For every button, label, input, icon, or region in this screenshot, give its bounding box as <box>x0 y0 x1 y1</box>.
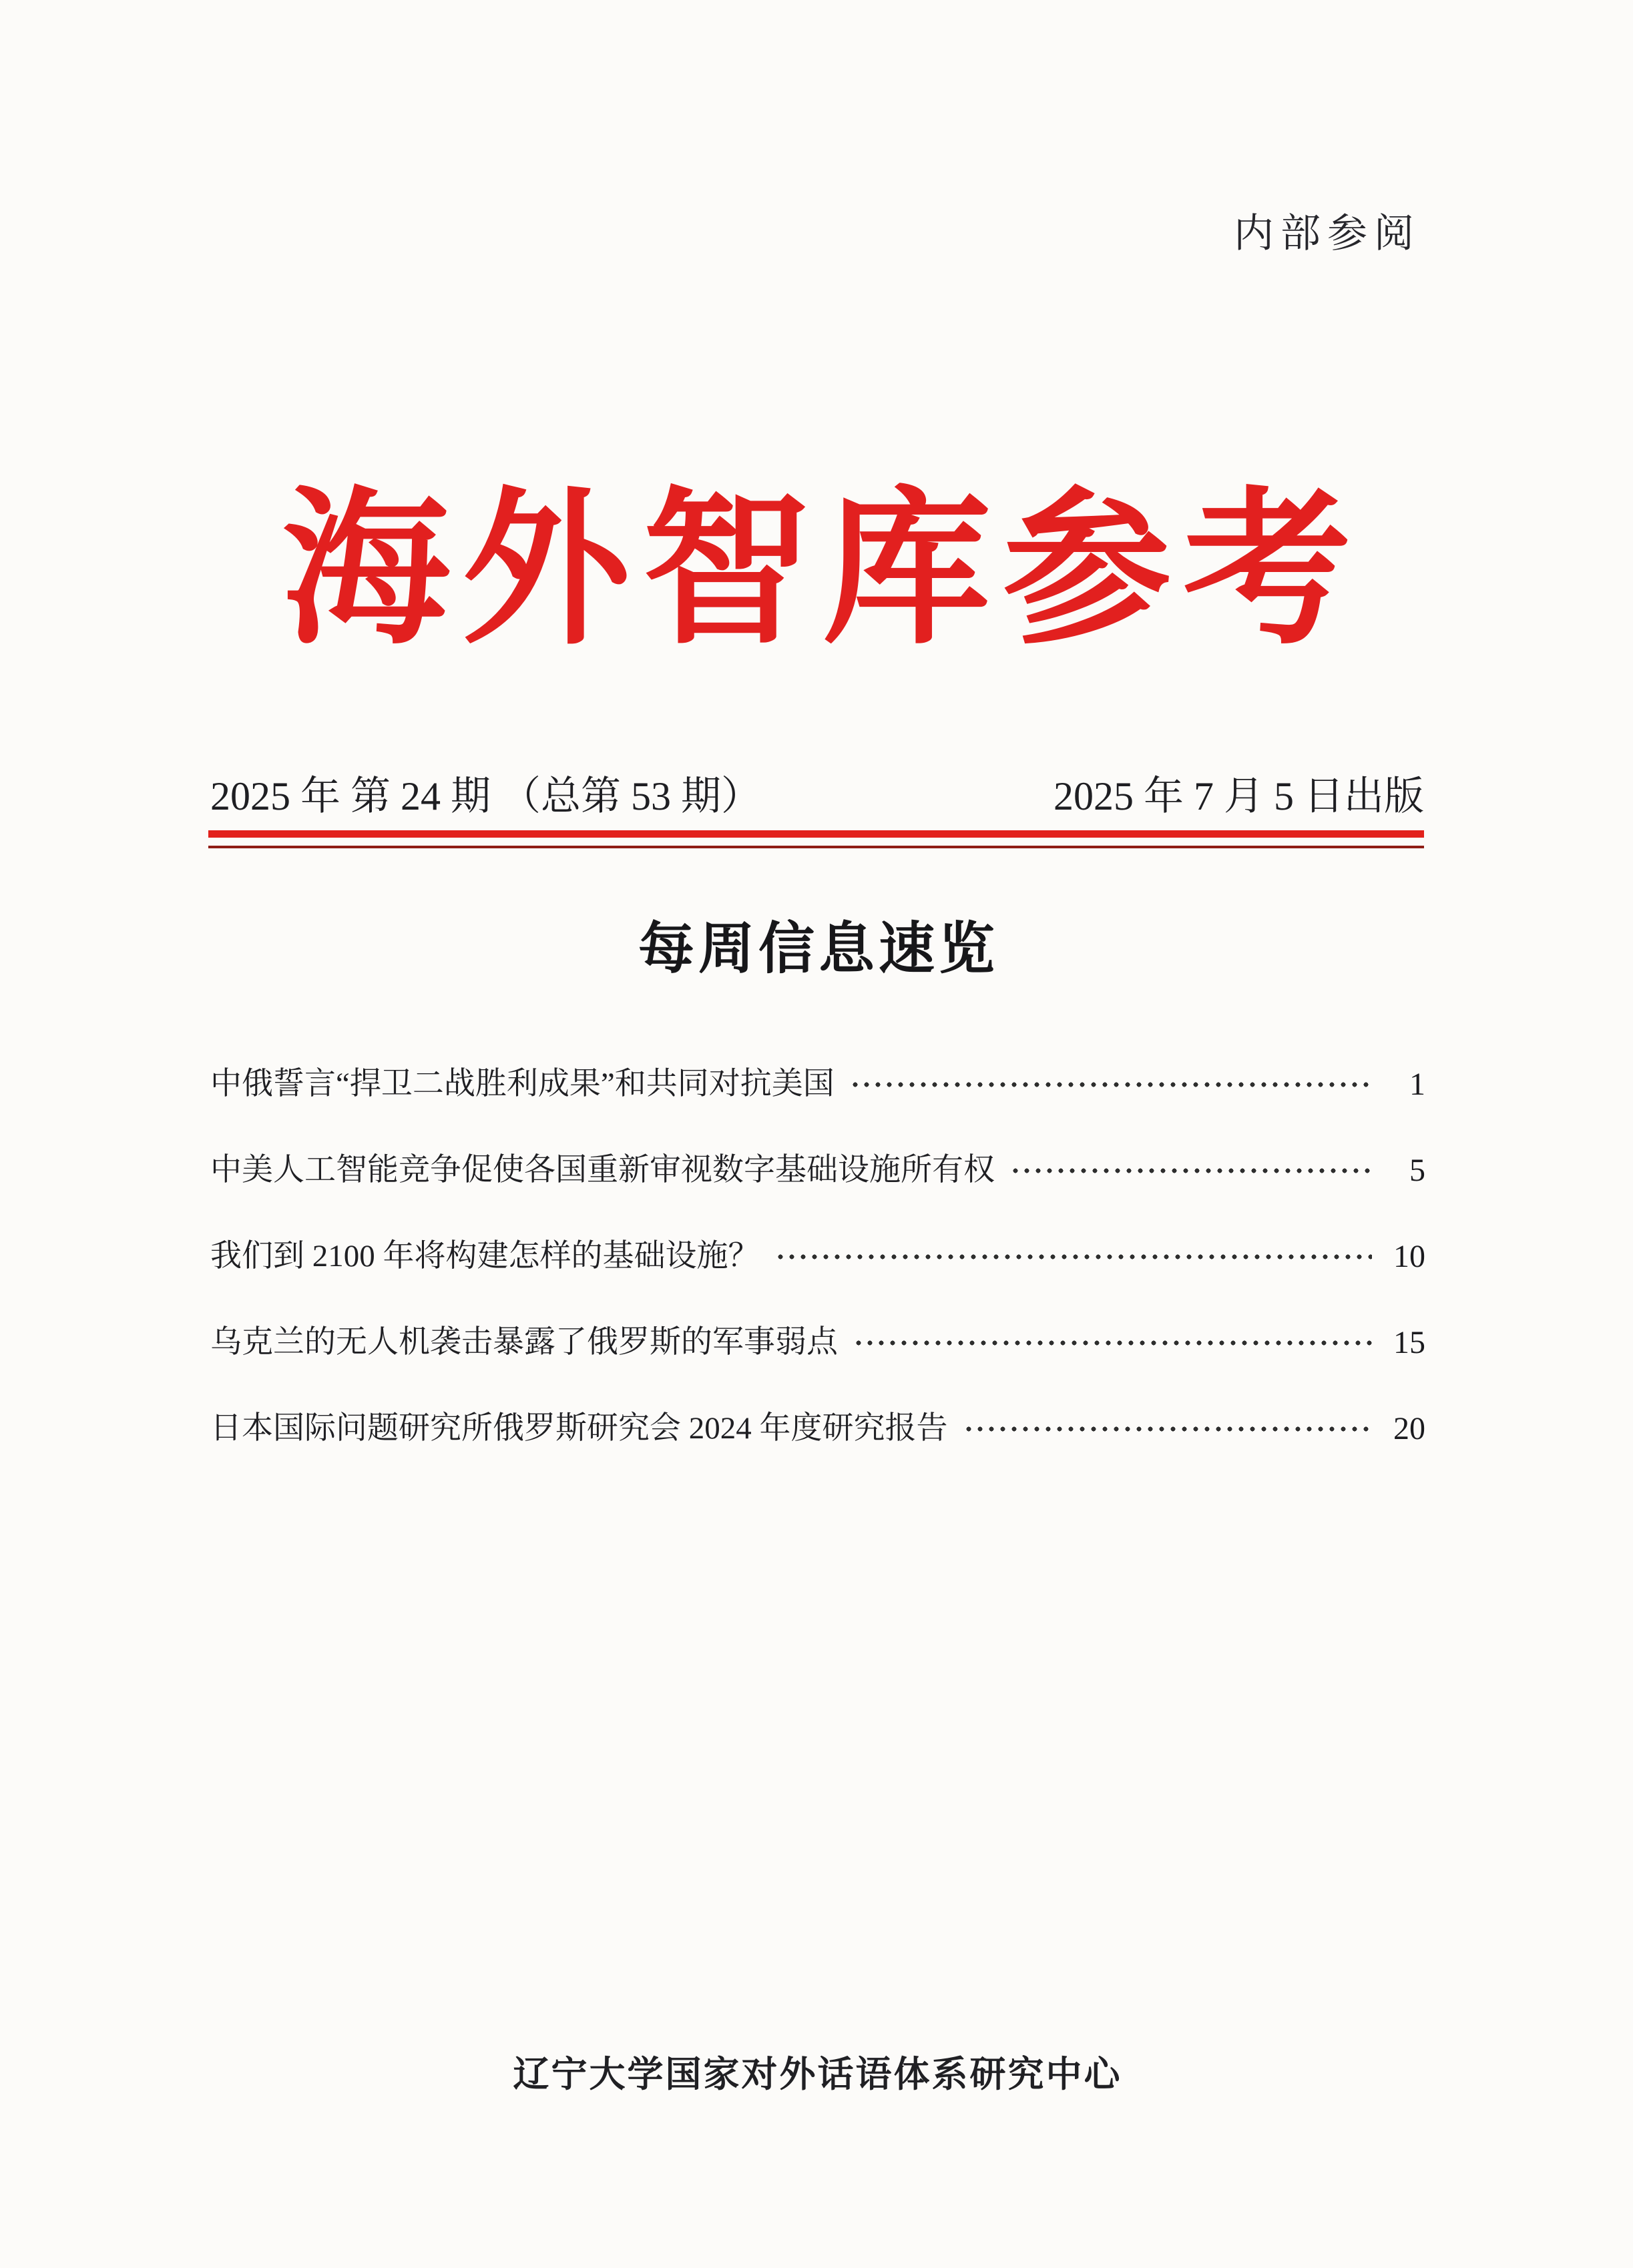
toc-leader-dots <box>852 1081 1372 1089</box>
double-rule-thin <box>208 846 1424 848</box>
footer-organization-name: 辽宁大学国家对外话语体系研究中心 <box>513 2054 1122 2094</box>
toc-page-number: 5 <box>1409 1152 1425 1188</box>
toc-leader-dots <box>855 1339 1372 1347</box>
toc-leader-dots <box>1012 1167 1372 1175</box>
toc-item-title: 日本国际问题研究所俄罗斯研究会 2024 年度研究报告 <box>210 1411 948 1446</box>
issue-number: 2025 年 第 24 期 （总第 53 期） <box>210 774 761 818</box>
toc-item-title: 中俄誓言“捍卫二战胜利成果”和共同对抗美国 <box>210 1067 835 1102</box>
toc-list <box>210 1041 1425 1472</box>
toc-page-number: 10 <box>1393 1238 1425 1274</box>
double-rule-thick <box>208 830 1424 838</box>
toc-item <box>210 1300 1425 1386</box>
toc-item <box>210 1041 1425 1127</box>
toc-page-number: 20 <box>1393 1410 1425 1446</box>
toc-item-title: 中美人工智能竞争促使各国重新审视数字基础设施所有权 <box>210 1153 995 1188</box>
toc-item <box>210 1213 1425 1300</box>
toc-page-number: 1 <box>1409 1066 1425 1102</box>
publication-date: 2025 年 7 月 5 日出版 <box>1054 774 1424 818</box>
issue-info-row <box>210 776 1424 816</box>
section-heading: 每周信息速览 <box>638 917 999 980</box>
toc-item <box>210 1386 1425 1472</box>
toc-item-title: 我们到 2100 年将构建怎样的基础设施？ <box>210 1239 760 1274</box>
toc-item <box>210 1127 1425 1213</box>
toc-leader-dots <box>777 1253 1373 1261</box>
toc-item-title: 乌克兰的无人机袭击暴露了俄罗斯的军事弱点 <box>210 1325 838 1360</box>
toc-leader-dots <box>965 1425 1373 1433</box>
classification-label: 内部参阅 <box>1234 212 1421 256</box>
publication-title: 海外智库参考 <box>281 470 1363 667</box>
toc-page-number: 15 <box>1393 1324 1425 1360</box>
